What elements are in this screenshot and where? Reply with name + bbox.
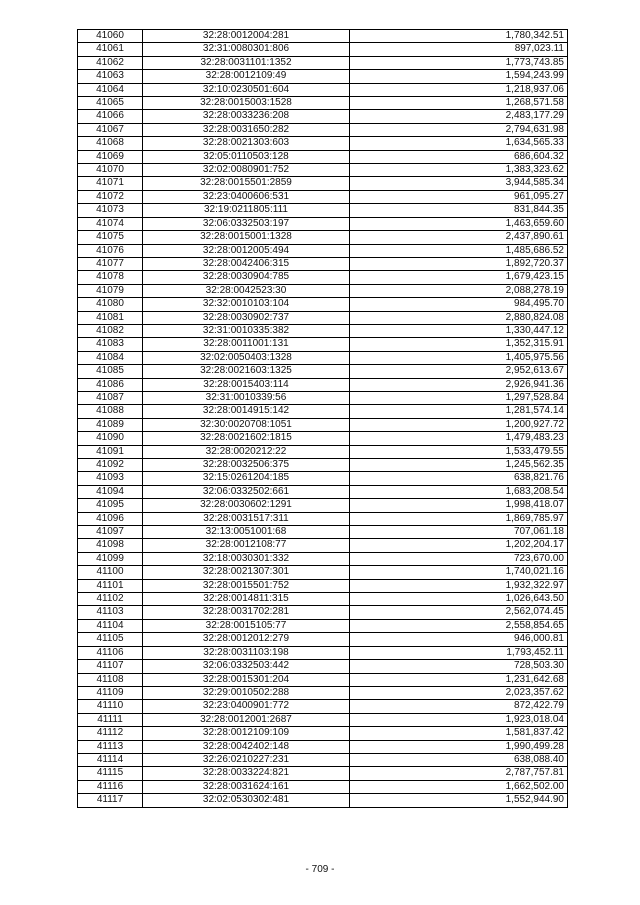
row-id-cell: 41111 — [78, 713, 143, 726]
table-row — [78, 204, 568, 217]
cadastral-number-cell: 32:28:0021307:301 — [143, 566, 350, 579]
amount-cell: 2,562,074.45 — [350, 606, 568, 619]
row-id-cell: 41068 — [78, 137, 143, 150]
amount-cell: 961,095.27 — [350, 190, 568, 203]
cadastral-number-cell: 32:31:0010339:56 — [143, 391, 350, 404]
table-row — [78, 660, 568, 673]
cadastral-number-cell: 32:28:0032506:375 — [143, 459, 350, 472]
table-row — [78, 593, 568, 606]
table-row — [78, 552, 568, 565]
table-row — [78, 767, 568, 780]
table-row — [78, 566, 568, 579]
row-id-cell: 41115 — [78, 767, 143, 780]
amount-cell: 1,218,937.06 — [350, 83, 568, 96]
cadastral-number-cell: 32:26:0210227:231 — [143, 753, 350, 766]
table-row — [78, 686, 568, 699]
table-row — [78, 231, 568, 244]
amount-cell: 2,088,278.19 — [350, 284, 568, 297]
cadastral-number-cell: 32:28:0021303:603 — [143, 137, 350, 150]
amount-cell: 2,023,357.62 — [350, 686, 568, 699]
amount-cell: 1,479,483.23 — [350, 432, 568, 445]
table-row — [78, 633, 568, 646]
amount-cell: 831,844.35 — [350, 204, 568, 217]
amount-cell: 1,383,323.62 — [350, 164, 568, 177]
cadastral-number-cell: 32:28:0021603:1325 — [143, 365, 350, 378]
table-row — [78, 445, 568, 458]
cadastral-number-cell: 32:28:0015105:77 — [143, 619, 350, 632]
row-id-cell: 41105 — [78, 633, 143, 646]
cadastral-number-cell: 32:06:0332503:197 — [143, 217, 350, 230]
table-row — [78, 378, 568, 391]
page-number: - 709 - — [305, 864, 335, 875]
cadastral-number-cell: 32:28:0020212:22 — [143, 445, 350, 458]
table-row — [78, 217, 568, 230]
amount-cell: 707,061.18 — [350, 526, 568, 539]
cadastral-number-cell: 32:28:0031101:1352 — [143, 56, 350, 69]
amount-cell: 1,533,479.55 — [350, 445, 568, 458]
row-id-cell: 41112 — [78, 727, 143, 740]
table-row — [78, 271, 568, 284]
table-row — [78, 324, 568, 337]
row-id-cell: 41080 — [78, 298, 143, 311]
amount-cell: 1,923,018.04 — [350, 713, 568, 726]
table-row — [78, 405, 568, 418]
amount-cell: 1,990,499.28 — [350, 740, 568, 753]
amount-cell: 1,268,571.58 — [350, 97, 568, 110]
amount-cell: 1,740,021.16 — [350, 566, 568, 579]
table-row — [78, 673, 568, 686]
row-id-cell: 41090 — [78, 432, 143, 445]
row-id-cell: 41088 — [78, 405, 143, 418]
row-id-cell: 41063 — [78, 70, 143, 83]
amount-cell: 1,869,785.97 — [350, 512, 568, 525]
row-id-cell: 41116 — [78, 780, 143, 793]
row-id-cell: 41074 — [78, 217, 143, 230]
amount-cell: 1,683,208.54 — [350, 485, 568, 498]
table-row — [78, 284, 568, 297]
cadastral-number-cell: 32:28:0015301:204 — [143, 673, 350, 686]
cadastral-number-cell: 32:05:0110503:128 — [143, 150, 350, 163]
table-body — [78, 30, 568, 808]
cadastral-number-cell: 32:28:0014915:142 — [143, 405, 350, 418]
amount-cell: 1,026,643.50 — [350, 593, 568, 606]
cadastral-number-cell: 32:13:0051001:68 — [143, 526, 350, 539]
amount-cell: 1,793,452.11 — [350, 646, 568, 659]
row-id-cell: 41073 — [78, 204, 143, 217]
amount-cell: 1,463,659.60 — [350, 217, 568, 230]
table-row — [78, 753, 568, 766]
row-id-cell: 41067 — [78, 123, 143, 136]
row-id-cell: 41077 — [78, 257, 143, 270]
cadastral-number-cell: 32:28:0030904:785 — [143, 271, 350, 284]
table-row — [78, 579, 568, 592]
row-id-cell: 41102 — [78, 593, 143, 606]
cadastral-number-cell: 32:28:0015501:2859 — [143, 177, 350, 190]
table-row — [78, 512, 568, 525]
table-row — [78, 606, 568, 619]
amount-cell: 897,023.11 — [350, 43, 568, 56]
table-row — [78, 43, 568, 56]
table-row — [78, 740, 568, 753]
table-row — [78, 110, 568, 123]
amount-cell: 984,495.70 — [350, 298, 568, 311]
amount-cell: 638,088.40 — [350, 753, 568, 766]
cadastral-number-cell: 32:28:0042406:315 — [143, 257, 350, 270]
cadastral-number-cell: 32:28:0031103:198 — [143, 646, 350, 659]
amount-cell: 2,880,824.08 — [350, 311, 568, 324]
table-row — [78, 499, 568, 512]
cadastral-number-cell: 32:15:0261204:185 — [143, 472, 350, 485]
amount-cell: 1,297,528.84 — [350, 391, 568, 404]
table-row — [78, 164, 568, 177]
cadastral-number-cell: 32:28:0012108:77 — [143, 539, 350, 552]
amount-cell: 2,483,177.29 — [350, 110, 568, 123]
table-row — [78, 432, 568, 445]
amount-cell: 2,558,854.65 — [350, 619, 568, 632]
amount-cell: 1,581,837.42 — [350, 727, 568, 740]
amount-cell: 728,503.30 — [350, 660, 568, 673]
amount-cell: 1,594,243.99 — [350, 70, 568, 83]
row-id-cell: 41099 — [78, 552, 143, 565]
amount-cell: 1,405,975.56 — [350, 351, 568, 364]
row-id-cell: 41069 — [78, 150, 143, 163]
amount-cell: 946,000.81 — [350, 633, 568, 646]
cadastral-number-cell: 32:28:0015403:114 — [143, 378, 350, 391]
row-id-cell: 41110 — [78, 700, 143, 713]
row-id-cell: 41094 — [78, 485, 143, 498]
table-row — [78, 727, 568, 740]
amount-cell: 1,679,423.15 — [350, 271, 568, 284]
table-row — [78, 97, 568, 110]
cadastral-number-cell: 32:32:0010103:104 — [143, 298, 350, 311]
row-id-cell: 41065 — [78, 97, 143, 110]
amount-cell: 1,998,418.07 — [350, 499, 568, 512]
cadastral-number-cell: 32:18:0030301:332 — [143, 552, 350, 565]
table-row — [78, 123, 568, 136]
table-row — [78, 150, 568, 163]
cadastral-number-cell: 32:28:0012004:281 — [143, 30, 350, 43]
amount-cell: 686,604.32 — [350, 150, 568, 163]
row-id-cell: 41095 — [78, 499, 143, 512]
cadastral-number-cell: 32:28:0042523:30 — [143, 284, 350, 297]
cadastral-number-cell: 32:31:0010335:382 — [143, 324, 350, 337]
table-row — [78, 351, 568, 364]
table-row — [78, 190, 568, 203]
cadastral-number-cell: 32:28:0030902:737 — [143, 311, 350, 324]
table-row — [78, 177, 568, 190]
cadastral-number-cell: 32:10:0230501:604 — [143, 83, 350, 96]
row-id-cell: 41104 — [78, 619, 143, 632]
table-row — [78, 137, 568, 150]
cadastral-number-cell: 32:02:0080901:752 — [143, 164, 350, 177]
table-row — [78, 83, 568, 96]
table-row — [78, 794, 568, 807]
amount-cell: 3,944,585.34 — [350, 177, 568, 190]
row-id-cell: 41117 — [78, 794, 143, 807]
row-id-cell: 41084 — [78, 351, 143, 364]
table-row — [78, 459, 568, 472]
cadastral-number-cell: 32:06:0332502:661 — [143, 485, 350, 498]
amount-cell: 638,821.76 — [350, 472, 568, 485]
row-id-cell: 41070 — [78, 164, 143, 177]
row-id-cell: 41078 — [78, 271, 143, 284]
cadastral-number-cell: 32:28:0012109:49 — [143, 70, 350, 83]
cadastral-number-cell: 32:02:0530302:481 — [143, 794, 350, 807]
cadastral-number-cell: 32:30:0020708:1051 — [143, 418, 350, 431]
cadastral-number-cell: 32:28:0042402:148 — [143, 740, 350, 753]
table-row — [78, 391, 568, 404]
table-row — [78, 713, 568, 726]
cadastral-number-cell: 32:28:0015003:1528 — [143, 97, 350, 110]
row-id-cell: 41085 — [78, 365, 143, 378]
row-id-cell: 41072 — [78, 190, 143, 203]
row-id-cell: 41107 — [78, 660, 143, 673]
table-row — [78, 539, 568, 552]
row-id-cell: 41096 — [78, 512, 143, 525]
cadastral-number-cell: 32:28:0015501:752 — [143, 579, 350, 592]
row-id-cell: 41060 — [78, 30, 143, 43]
amount-cell: 2,926,941.36 — [350, 378, 568, 391]
row-id-cell: 41097 — [78, 526, 143, 539]
table-row — [78, 70, 568, 83]
cadastral-number-cell: 32:28:0012005:494 — [143, 244, 350, 257]
amount-cell: 723,670.00 — [350, 552, 568, 565]
table-row — [78, 418, 568, 431]
cadastral-number-cell: 32:06:0332503:442 — [143, 660, 350, 673]
amount-cell: 1,231,642.68 — [350, 673, 568, 686]
row-id-cell: 41075 — [78, 231, 143, 244]
row-id-cell: 41091 — [78, 445, 143, 458]
row-id-cell: 41062 — [78, 56, 143, 69]
amount-cell: 872,422.79 — [350, 700, 568, 713]
cadastral-number-cell: 32:02:0050403:1328 — [143, 351, 350, 364]
table-row — [78, 298, 568, 311]
amount-cell: 1,245,562.35 — [350, 459, 568, 472]
table-row — [78, 56, 568, 69]
row-id-cell: 41108 — [78, 673, 143, 686]
table-row — [78, 338, 568, 351]
cadastral-number-cell: 32:23:0400901:772 — [143, 700, 350, 713]
table-row — [78, 257, 568, 270]
amount-cell: 2,787,757.81 — [350, 767, 568, 780]
row-id-cell: 41064 — [78, 83, 143, 96]
amount-cell: 1,352,315.91 — [350, 338, 568, 351]
cadastral-number-cell: 32:28:0031650:282 — [143, 123, 350, 136]
table-row — [78, 700, 568, 713]
amount-cell: 1,330,447.12 — [350, 324, 568, 337]
row-id-cell: 41114 — [78, 753, 143, 766]
cadastral-number-cell: 32:28:0011001:131 — [143, 338, 350, 351]
amount-cell: 2,437,890.61 — [350, 231, 568, 244]
row-id-cell: 41086 — [78, 378, 143, 391]
data-table — [77, 29, 568, 808]
table-row — [78, 485, 568, 498]
row-id-cell: 41093 — [78, 472, 143, 485]
row-id-cell: 41081 — [78, 311, 143, 324]
row-id-cell: 41082 — [78, 324, 143, 337]
table-row — [78, 619, 568, 632]
amount-cell: 1,200,927.72 — [350, 418, 568, 431]
cadastral-number-cell: 32:28:0012001:2687 — [143, 713, 350, 726]
amount-cell: 1,892,720.37 — [350, 257, 568, 270]
cadastral-number-cell: 32:28:0014811:315 — [143, 593, 350, 606]
row-id-cell: 41061 — [78, 43, 143, 56]
row-id-cell: 41092 — [78, 459, 143, 472]
cadastral-number-cell: 32:28:0031624:161 — [143, 780, 350, 793]
amount-cell: 1,552,944.90 — [350, 794, 568, 807]
row-id-cell: 41103 — [78, 606, 143, 619]
row-id-cell: 41083 — [78, 338, 143, 351]
row-id-cell: 41109 — [78, 686, 143, 699]
cadastral-number-cell: 32:28:0012109:109 — [143, 727, 350, 740]
row-id-cell: 41089 — [78, 418, 143, 431]
amount-cell: 2,952,613.67 — [350, 365, 568, 378]
amount-cell: 1,932,322.97 — [350, 579, 568, 592]
cadastral-number-cell: 32:28:0015001:1328 — [143, 231, 350, 244]
amount-cell: 1,780,342.51 — [350, 30, 568, 43]
table-row — [78, 646, 568, 659]
cadastral-number-cell: 32:28:0031517:311 — [143, 512, 350, 525]
amount-cell: 1,485,686.52 — [350, 244, 568, 257]
table-row — [78, 472, 568, 485]
table-row — [78, 365, 568, 378]
amount-cell: 1,634,565.33 — [350, 137, 568, 150]
cadastral-number-cell: 32:28:0031702:281 — [143, 606, 350, 619]
table-row — [78, 780, 568, 793]
amount-cell: 1,281,574.14 — [350, 405, 568, 418]
amount-cell: 1,773,743.85 — [350, 56, 568, 69]
row-id-cell: 41098 — [78, 539, 143, 552]
cadastral-number-cell: 32:19:0211805:111 — [143, 204, 350, 217]
amount-cell: 1,662,502.00 — [350, 780, 568, 793]
row-id-cell: 41066 — [78, 110, 143, 123]
row-id-cell: 41079 — [78, 284, 143, 297]
cadastral-number-cell: 32:28:0030602:1291 — [143, 499, 350, 512]
table-row — [78, 526, 568, 539]
row-id-cell: 41076 — [78, 244, 143, 257]
cadastral-number-cell: 32:31:0080301:806 — [143, 43, 350, 56]
cadastral-number-cell: 32:23:0400606:531 — [143, 190, 350, 203]
amount-cell: 1,202,204.17 — [350, 539, 568, 552]
cadastral-number-cell: 32:28:0033224:821 — [143, 767, 350, 780]
row-id-cell: 41071 — [78, 177, 143, 190]
cadastral-number-cell: 32:29:0010502:288 — [143, 686, 350, 699]
cadastral-number-cell: 32:28:0021602:1815 — [143, 432, 350, 445]
cadastral-number-cell: 32:28:0033236:208 — [143, 110, 350, 123]
table-row — [78, 244, 568, 257]
amount-cell: 2,794,631.98 — [350, 123, 568, 136]
table-row — [78, 30, 568, 43]
row-id-cell: 41101 — [78, 579, 143, 592]
row-id-cell: 41087 — [78, 391, 143, 404]
row-id-cell: 41100 — [78, 566, 143, 579]
row-id-cell: 41113 — [78, 740, 143, 753]
row-id-cell: 41106 — [78, 646, 143, 659]
table-row — [78, 311, 568, 324]
cadastral-number-cell: 32:28:0012012:279 — [143, 633, 350, 646]
